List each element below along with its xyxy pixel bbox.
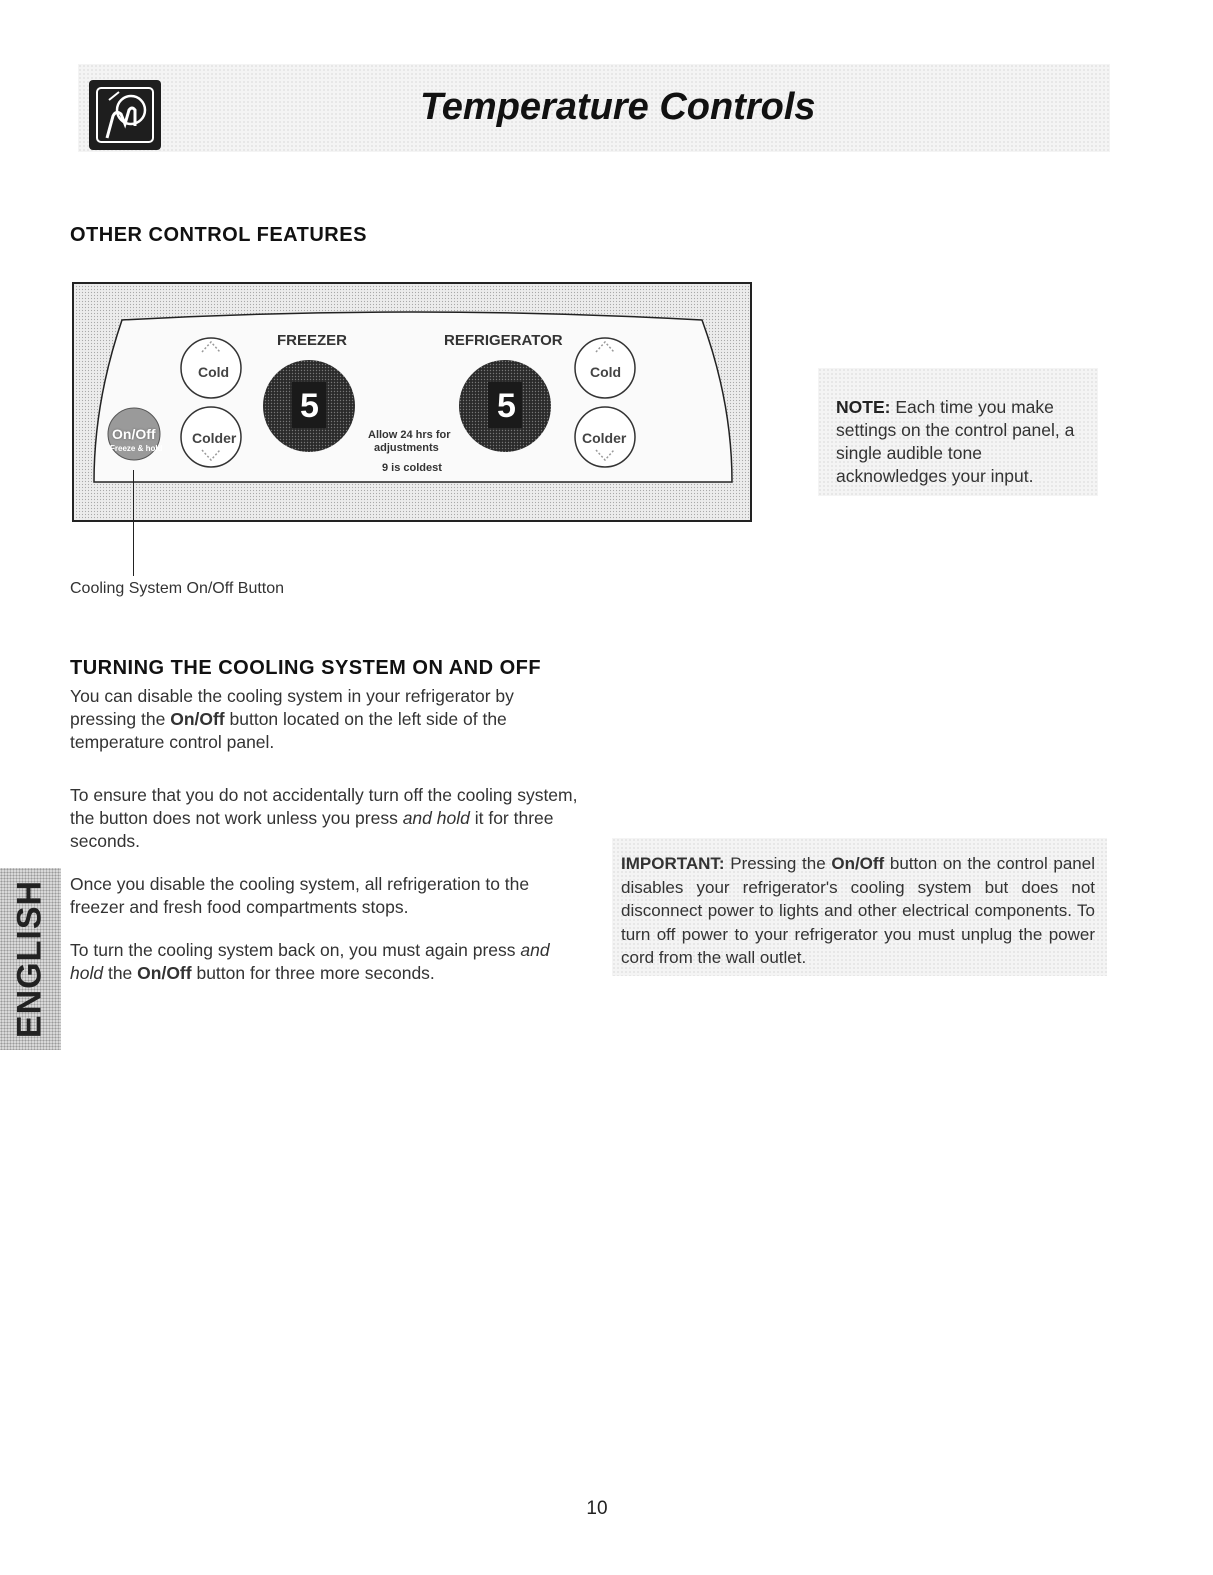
emphasis-term: and hold [70,940,550,983]
important-text: button on the control panel disables your refrigerator's cooling system but does not disconnect power to lights and other electrical components. To turn off power to your refrigerator you must unplug the power cord from the wall outlet. [621,854,1095,967]
onoff-term: On/Off [137,963,192,983]
refrigerator-label: REFRIGERATOR [444,332,563,349]
paragraph-text: button located on the left side of the temperature control panel. [70,709,507,752]
freeze-hold-label: Freeze & hold [110,444,163,453]
important-text: Pressing the [724,854,832,873]
note-box [818,368,1098,496]
page-title: Temperature Controls [420,86,816,128]
language-tab [0,868,61,1050]
onoff-term: On/Off [170,709,225,729]
refrigerator-colder-button[interactable]: Colder [582,430,627,446]
section-heading-other-control-features: OTHER CONTROL FEATURES [70,224,367,246]
onoff-term: On/Off [831,854,885,873]
freezer-label: FREEZER [277,332,348,349]
coldest-text: 9 is coldest [382,462,442,474]
control-panel-figure [72,282,752,522]
paragraph [70,685,580,754]
important-label: IMPORTANT: [621,854,725,873]
paragraph [70,939,580,985]
paragraph-text: To turn the cooling system back on, you must again press [70,940,521,960]
note-text: Each time you make settings on the control panel, a single audible tone acknowledges your input. [836,397,1075,486]
freezer-cold-button[interactable]: Cold [198,364,230,380]
refrigerator-cold-button[interactable]: Cold [590,364,622,380]
emphasis-term: and hold [402,808,470,828]
section-heading-turning-on-off: TURNING THE COOLING SYSTEM ON AND OFF [70,657,542,679]
paragraph-text: To ensure that you do not accidentally turn off the cooling system, the button does not work unless you press [70,785,578,828]
callout-line [133,470,134,576]
paragraph: Once you disable the cooling system, all refrigeration to the freezer and fresh food compartments stops. [70,874,530,917]
paragraph-text: it for three seconds. [70,808,554,851]
important-box [612,838,1107,976]
callout-label: Cooling System On/Off Button [70,580,285,597]
paragraph-text: You can disable the cooling system in your refrigerator by pressing the [70,686,514,729]
refrigerator-setting-display: 5 [497,387,516,425]
adjustments-text: adjustments [374,442,439,454]
page-number: 10 [586,1498,608,1519]
language-label: ENGLISH [10,879,49,1039]
note-label: NOTE: [836,397,891,417]
paragraph [70,784,580,853]
onoff-button[interactable]: On/Off [112,426,156,442]
hand-on-dial-icon [89,80,161,150]
freezer-colder-button[interactable]: Colder [192,430,237,446]
paragraph-text: button for three more seconds. [191,963,435,983]
paragraph-text: the [103,963,138,983]
freezer-setting-display: 5 [300,387,319,425]
allow-hours-text: Allow 24 hrs for [368,429,451,441]
